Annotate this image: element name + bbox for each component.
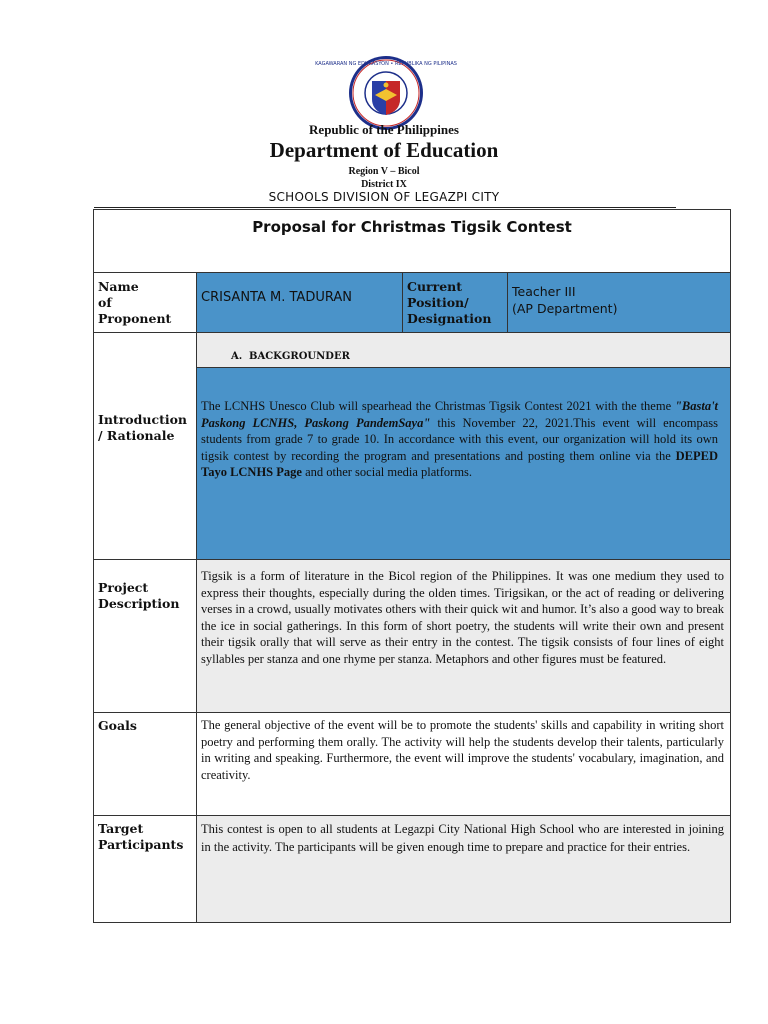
- goals-label: Goals: [94, 713, 197, 816]
- seal-text: KAGAWARAN NG EDUKASYON • REPUBLIKA NG PILIPINAS: [315, 61, 457, 67]
- title-cell: [94, 210, 731, 273]
- intro-text-part2: this November 22, 2021.This event will encompass students from grade 7 to grade 10. In accordance with this event, our organization will hold its own tigsik contest by recording the program and presentations and posting them online via the: [201, 415, 719, 463]
- proponent-label-line3: Proponent: [98, 311, 172, 326]
- intro-theme: "Basta't Paskong LCNHS, Paskong PandemSaya": [201, 399, 719, 430]
- target-row: [94, 816, 731, 923]
- project-label-line2: Description: [98, 596, 180, 611]
- project-description-row: [94, 560, 731, 713]
- backgrounder-box: [197, 367, 730, 559]
- goals-row: [94, 713, 731, 816]
- proponent-name: CRISANTA M. TADURAN: [197, 273, 403, 333]
- target-label-line2: Participants: [98, 837, 184, 852]
- target-label-line1: Target: [98, 821, 144, 836]
- position-line1: Teacher III: [512, 284, 576, 299]
- position-label-line3: Designation: [407, 311, 492, 326]
- title-row: [94, 210, 731, 273]
- position-value: [508, 273, 731, 333]
- position-line2: (AP Department): [512, 301, 618, 316]
- proponent-row: [94, 273, 731, 333]
- district-heading: District IX: [361, 179, 407, 190]
- target-text: This contest is open to all students at Legazpi City National High School who are interested in joining in the activity. The participants will be given enough time to prepare and practice for their entries.: [197, 816, 731, 923]
- proposal-table: [93, 209, 731, 923]
- header-divider: [94, 207, 676, 208]
- project-description-label: [94, 560, 197, 713]
- proposal-title: Proposal for Christmas Tigsik Contest: [252, 218, 572, 236]
- introduction-label-line1: Introduction: [98, 412, 188, 427]
- introduction-label: [94, 333, 197, 560]
- introduction-text: [197, 368, 730, 481]
- division-heading: SCHOOLS DIVISION OF LEGAZPI CITY: [268, 190, 500, 204]
- intro-page-name: DEPED Tayo LCNHS Page: [201, 448, 719, 479]
- introduction-label-line2: / Rationale: [98, 428, 175, 443]
- target-label: [94, 816, 197, 923]
- introduction-content: [197, 333, 731, 560]
- proponent-label: [94, 273, 197, 333]
- republic-heading: Republic of the Philippines: [309, 122, 459, 137]
- position-label-line2: Position/: [407, 295, 469, 310]
- intro-text-part1: The LCNHS Unesco Club will spearhead the Christmas Tigsik Contest 2021 with the theme: [201, 399, 675, 413]
- proponent-label-line1: Name: [98, 279, 139, 294]
- project-description-text: Tigsik is a form of literature in the Bicol region of the Philippines. It was one medium they used to express their thoughts, especially during the olden times. Tirigsikan, or the act of reading or delivering verses in a crowd, usually motivates others with their quick wit and humor. It’s also a good way to break the ice in social gatherings. In this form of short poetry, the students will write their own and present their tigsik orally that will serve as their entry in the contest. The tigsik consists of four lines of eight syllables per stanza and one rhyme per stanza. Metaphors and other figures must be featured.: [197, 560, 731, 713]
- backgrounder-title: BACKGROUNDER: [249, 351, 350, 362]
- department-heading: Department of Education: [269, 138, 499, 162]
- backgrounder-heading: [197, 333, 730, 367]
- introduction-row: [94, 333, 731, 560]
- proponent-label-line2: of: [98, 295, 112, 310]
- region-heading: Region V – Bicol: [348, 166, 420, 177]
- backgrounder-number: A.: [231, 351, 243, 362]
- position-label-line1: Current: [407, 279, 463, 294]
- goals-text: The general objective of the event will be to promote the students' skills and capability in writing short poetry and performing them orally. The activity will help the students develop their talents, particularly in writing and speaking. Furthermore, the event will improve the students' vocabulary, imagination, and creativity.: [197, 713, 731, 816]
- project-label-line1: Project: [98, 580, 149, 595]
- position-label: [403, 273, 508, 333]
- intro-text-part3: and other social media platforms.: [301, 465, 473, 479]
